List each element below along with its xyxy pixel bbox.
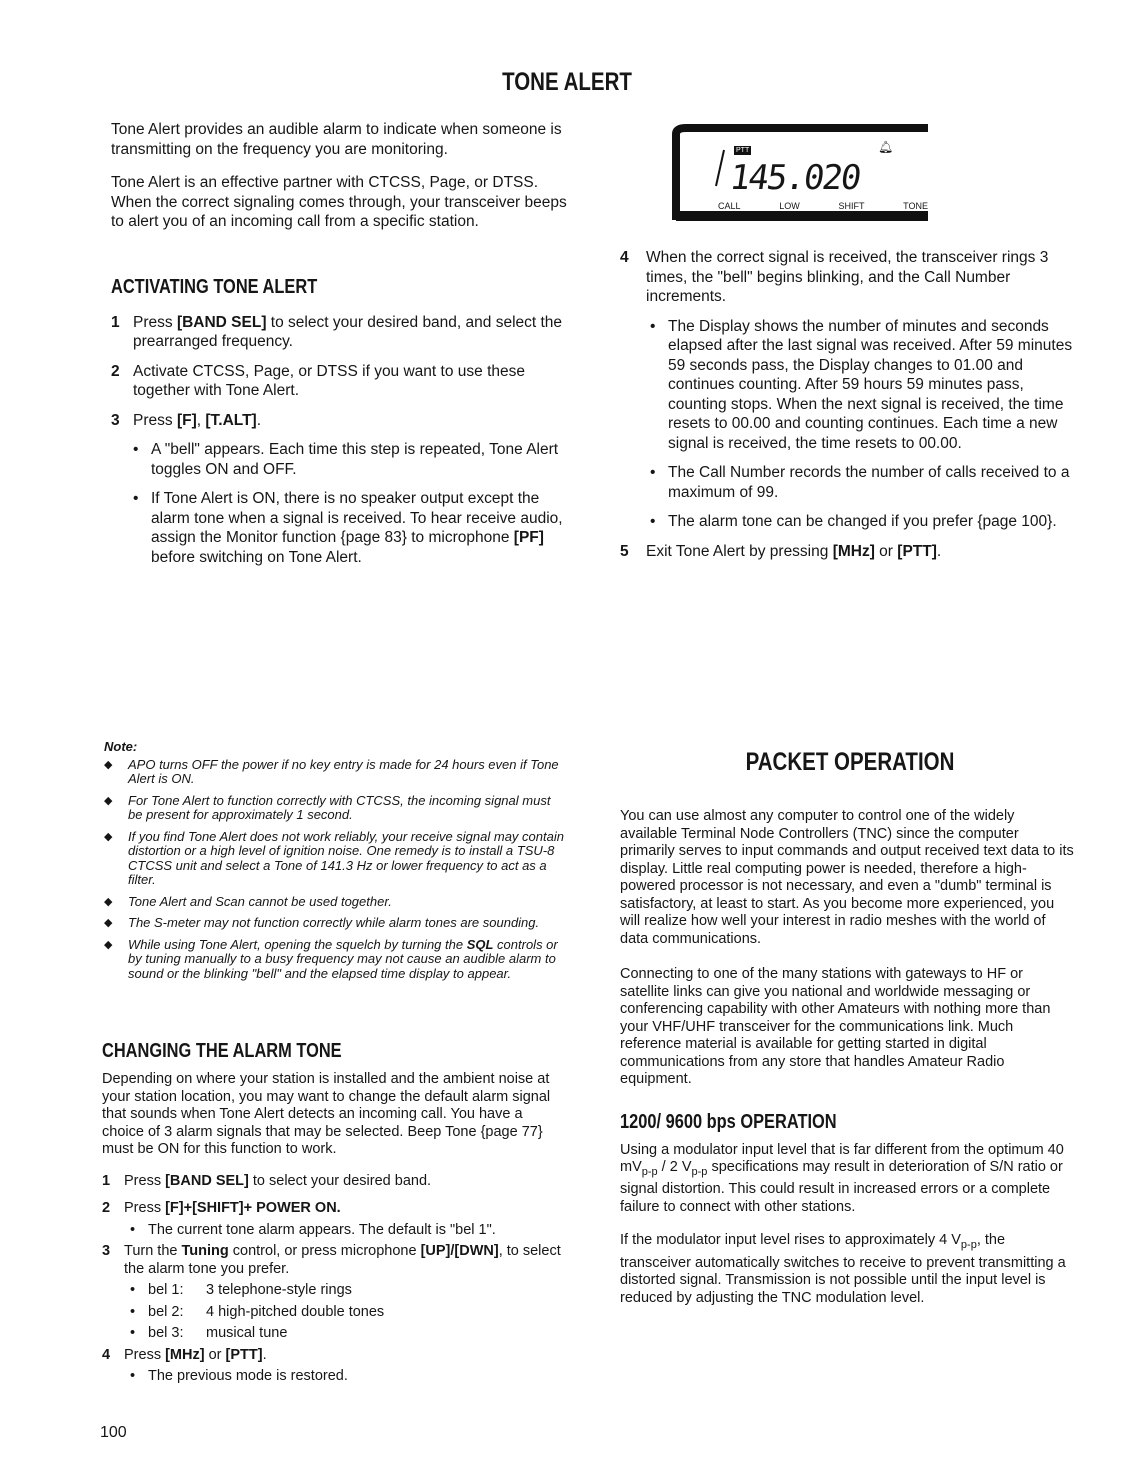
step-item [102,1173,567,1191]
text-segment: The Display shows the number of minutes and seconds elapsed after the last signal was received. After 59 minutes 59 seconds pass, the Display changes to 01.00 and continues counting. After 59 hours 59 minutes pass, counting stops. When the next signal is received, the time resets to 00.00 and counting continues. Each time a new signal is received, the time resets to 00.00. [668,317,1073,452]
intro-paragraph: Tone Alert is an effective partner with CTCSS, Page, or DTSS. When the correct signaling comes through, your transceiver beeps to alert you of an incoming call from a specific station. [111,174,567,230]
bullet-text [668,512,1057,532]
step-text [646,248,1075,307]
step-number: 4 [102,1346,111,1363]
page-title: TONE ALERT [502,68,632,96]
step-item [111,411,573,431]
bullet-item: • The Call Number records the number of calls received to a maximum of 99. [650,463,1075,502]
text-segment: A "bell" appears. Each time this step is repeated, Tone Alert toggles ON and OFF. [151,441,559,478]
key-label: [F]+[SHIFT]+ POWER ON. [165,1200,341,1216]
bullet-item: • The previous mode is restored. [130,1368,348,1384]
low-label: LOW [779,201,800,211]
text-segment: Press [133,313,177,331]
step-text [124,1200,341,1218]
step-item [620,542,1075,562]
step-item [111,362,573,401]
text-segment: If you find Tone Alert does not work reliably, your receive signal may contain distortion or a high level of ignition noise. One remedy is to install a TSU-8 CTCSS unit and select a Tone of 141.3 Hz or lower frequency to act as a filter. [128,828,564,887]
changing-alarm-section [102,1040,567,1396]
text-segment: . [256,411,262,429]
page-number: 100 [100,1424,127,1441]
bullet-text [668,317,1075,454]
key-label: Tuning [181,1243,229,1259]
text-segment: controls or by tuning manually to a busy frequency may not cause an audible alarm to sound or the blinking "bell" and the elapsed time display to appear. [128,936,558,981]
diamond-bullet-icon: ◆ [104,758,113,771]
note-item [104,794,566,823]
bullet-text [148,1222,496,1240]
bullet-item: • A "bell" appears. Each time this step is repeated, Tone Alert toggles ON and OFF. [133,440,573,479]
note-text [128,830,566,888]
text-segment: or [204,1346,226,1363]
text-segment: , the transceiver automatically switches to receive to prevent transmitting a distorted signal. Transmission is not possible until the input level is reduced by adjusting the TNC modulation level. [620,1232,1066,1306]
text-segment: to select your desired band. [248,1172,432,1189]
key-label: [PTT] [225,1346,263,1363]
antenna-indicator-icon [716,150,724,186]
bullet-item: • The alarm tone can be changed if you prefer {page 100}. [650,513,1057,530]
step-item [102,1200,567,1218]
lcd-display-illustration [672,124,930,222]
bullet-text [151,440,573,479]
step-text [133,313,573,352]
tone-alert-section [111,120,573,577]
text-segment: APO turns OFF the power if no key entry is made for 24 hours even if Tone Alert is ON. [128,756,559,786]
diamond-bullet-icon: ◆ [104,830,113,843]
text-segment: . [262,1346,267,1363]
text-segment: control, or press microphone [228,1243,421,1259]
text-segment: The alarm tone can be changed if you prefer {page 100}. [668,513,1057,530]
bullet-item: • If Tone Alert is ON, there is no speaker output except the alarm tone when a signal is received. To hear receive audio, assign the Monitor function {page 83} to microphone [PF] before switching on Tone Alert. [133,489,573,567]
text-segment: p-p [960,1239,977,1252]
shift-label: SHIFT [838,201,865,211]
note-text [128,794,566,823]
key-label: [MHz] [832,542,875,560]
note-item [104,758,566,787]
packet-paragraph: You can use almost any computer to control one of the widely available Terminal Node Controllers (TNC) since the computer primarily serves to input commands and output received text data to its display. Little real computing power is needed, therefore a high-powered processor is not necessary, and even a "dumb" terminal is satisfactory, at least to start. As you become more experienced, you will realize how well your interest in radio meshes with the world of data communications. [620,808,1074,947]
section-heading: ACTIVATING TONE ALERT [111,275,318,298]
text-segment: If Tone Alert is ON, there is no speaker output except the alarm tone when a signal is received. To hear receive audio, assign the Monitor function {page 83} to microphone [151,490,563,546]
bps-paragraph [620,1232,1075,1307]
note-text [128,895,392,910]
text-segment: Press [133,411,177,429]
note-item [104,916,566,931]
tone-description: 3 telephone-style rings [206,1282,352,1298]
step-item [620,248,1075,307]
tone-label: TONE [903,201,928,211]
bell-icon: 🔔︎ [878,140,894,154]
ptt-badge: PTT [736,147,750,154]
step-item [111,313,573,352]
bullet-item: • The Display shows the number of minutes and seconds elapsed after the last signal was received. After 59 minutes 59 seconds pass, the Display changes to 01.00 and continues counting. After 59 hours 59 minutes pass, counting stops. When the next signal is received, the time resets to 00.00 and counting continues. Each time a new signal is received, the time resets to 00.00. [650,317,1075,454]
key-label: [F] [176,411,197,429]
tone-name: bel 3: [148,1325,184,1341]
text-segment: When the correct signal is received, the transceiver rings 3 times, the "bell" begins blinking, and the Call Number increments. [646,249,1049,305]
note-item [104,830,566,888]
section-heading: CHANGING THE ALARM TONE [102,1040,342,1062]
note-label: Note: [104,739,138,754]
note-item [104,895,566,910]
step-text [133,411,261,431]
tone-name: bel 2: [148,1303,184,1320]
step-number: 1 [102,1172,111,1189]
text-segment: Press [124,1172,166,1189]
text-segment: While using Tone Alert, opening the squelch by turning the [128,936,467,952]
text-segment: The Call Number records the number of calls received to a maximum of 99. [668,464,1070,501]
text-segment: Press [124,1346,166,1363]
bullet-text [151,489,573,567]
text-segment: specifications may result in deterioration of S/N ratio or signal distortion. This could result in increased errors or a complete failure to connect with other stations. [620,1159,1063,1215]
step-item [102,1243,567,1278]
step-item [102,1347,567,1365]
text-segment: The S-meter may not function correctly while alarm tones are sounding. [128,915,540,930]
text-segment: . [936,542,942,560]
note-text [128,758,566,787]
section-heading: 1200/ 9600 bps OPERATION [620,1110,837,1133]
text-segment: p-p [691,1165,708,1178]
key-label: [BAND SEL] [165,1172,249,1189]
step-number: 4 [620,249,629,266]
note-text [128,916,539,931]
key-label: SQL [466,936,494,952]
step-text [646,542,941,562]
key-label: [T.ALT] [205,411,257,429]
tone-name: bel 1: [148,1282,184,1298]
step-number: 3 [111,411,120,429]
text-segment: , [196,411,206,429]
note-box [104,740,566,988]
text-segment: or [874,542,898,560]
step-number: 2 [102,1200,111,1216]
tone-option: • bel 3: musical tune [130,1325,288,1341]
text-segment: The previous mode is restored. [148,1368,348,1384]
packet-paragraph: Connecting to one of the many stations with gateways to HF or satellite links can give you national and worldwide messaging or conferencing capability with other Amateurs with nothing more than your VHF/UHF transceiver for the communications link. Much reference material is available for getting started in digital communications from any store that handles Amateur Radio equipment. [620,966,1051,1087]
section-heading: PACKET OPERATION [745,748,955,776]
text-segment: p-p [641,1165,658,1178]
frequency-readout: 145.020 [727,158,863,198]
diamond-bullet-icon: ◆ [104,794,113,807]
text-segment: Tone Alert and Scan cannot be used together. [128,893,392,909]
step-text [124,1173,431,1191]
text-segment: For Tone Alert to function correctly with CTCSS, the incoming signal must be present for approximately 1 second. [128,792,551,822]
text-segment: Press [124,1200,166,1216]
step-number: 5 [620,542,629,560]
text-segment: , to select the alarm tone you prefer. [124,1243,561,1277]
key-label: [MHz] [165,1346,205,1363]
key-label: [BAND SEL] [176,313,267,331]
key-label: [PTT] [897,542,937,560]
tone-option: • bel 1: 3 telephone-style rings [130,1282,352,1298]
text-segment: / 2 V [657,1159,692,1175]
step-number: 1 [111,313,120,331]
note-item [104,938,566,982]
tone-alert-continued [620,248,1075,571]
bullet-text [148,1368,348,1386]
step-text [133,362,573,401]
text-segment: Activate CTCSS, Page, or DTSS if you want to use these together with Tone Alert. [133,362,525,399]
call-label: CALL [718,201,741,211]
bullet-text [668,463,1075,502]
step-number: 2 [111,362,120,380]
text-segment: before switching on Tone Alert. [151,548,362,566]
diamond-bullet-icon: ◆ [104,917,113,929]
packet-section [620,808,1075,1321]
key-label: [PF] [513,529,544,546]
step-number: 3 [102,1243,111,1259]
tone-description: 4 high-pitched double tones [206,1303,385,1320]
tone-option: • bel 2: 4 high-pitched double tones [130,1303,385,1320]
text-segment: The current tone alarm appears. The default is "bel 1". [148,1221,496,1238]
step-text [124,1243,567,1278]
step-text [124,1347,267,1365]
tone-description: musical tune [206,1325,288,1341]
alarm-intro: Depending on where your station is installed and the ambient noise at your station location, you may want to change the default alarm signal that sounds when Tone Alert detects an incoming call. You have a choice of 3 alarm signals that may be selected. Beep Tone {page 77} must be ON for this function to work. [102,1071,551,1157]
diamond-bullet-icon: ◆ [104,895,113,908]
diamond-bullet-icon: ◆ [104,938,113,951]
text-segment: Exit Tone Alert by pressing [646,542,833,560]
intro-paragraph: Tone Alert provides an audible alarm to indicate when someone is transmitting on the frequency you are monitoring. [111,121,562,158]
text-segment: to select your desired band, and select the prearranged frequency. [133,313,563,350]
key-label: [UP]/[DWN] [420,1243,499,1259]
text-segment: If the modulator input level rises to approximately 4 V [620,1232,961,1249]
bullet-item: • The current tone alarm appears. The default is "bel 1". [130,1221,496,1238]
bps-paragraph [620,1142,1075,1217]
text-segment: Using a modulator input level that is far different from the optimum 40 mV [620,1141,1064,1175]
note-text [128,938,566,982]
text-segment: Turn the [124,1243,182,1259]
